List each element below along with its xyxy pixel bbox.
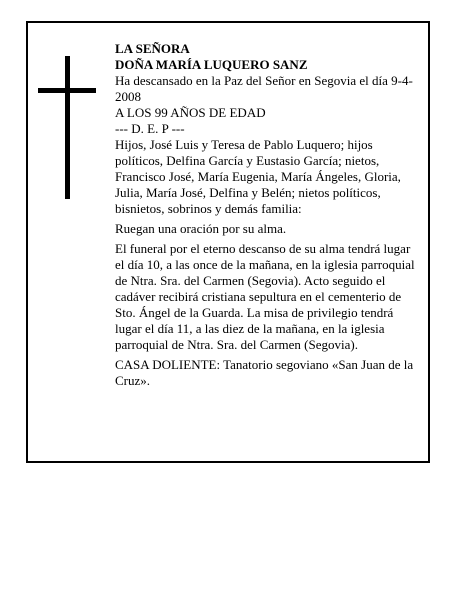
age-line: A LOS 99 AÑOS DE EDAD (115, 105, 266, 120)
announcement: Ha descansado en la Paz del Señor en Segovia el día 9-4-2008 (115, 73, 413, 104)
cross-vertical-bar (65, 56, 70, 199)
dep-line: --- D. E. P --- (115, 121, 185, 136)
funeral-paragraph: El funeral por el eterno descanso de su alma tendrá lugar el día 10, a las once de la mañana, en la iglesia parroquial de Ntra. Sra. del Carmen (Segovia). Acto seguido el cadáver recibirá cristiana sepultura en el cementerio de Sto. Ángel de la Guarda. La misa de privilegio tendrá lugar el día 11, a las diez de la mañana, en la iglesia parroquial de Ntra. Sra. del Carmen (Segovia). (115, 241, 415, 352)
cross-horizontal-bar (38, 88, 96, 93)
obituary-notice (26, 21, 430, 463)
prayer-request: Ruegan una oración por su alma. (115, 221, 287, 236)
title-line: LA SEÑORA (115, 41, 190, 56)
notice-text (115, 41, 421, 393)
mourning-house: CASA DOLIENTE: Tanatorio segoviano «San Juan de la Cruz». (115, 357, 414, 388)
deceased-name: DOÑA MARÍA LUQUERO SANZ (115, 57, 308, 72)
family-paragraph: Hijos, José Luis y Teresa de Pablo Luquero; hijos políticos, Delfina García y Eustasio García; nietos, Francisco José, María Eugenia, María Ángeles, Gloria, Julia, María José, Delfina y Belén; nietos políticos, bisnietos, sobrinos y demás familia: (115, 137, 401, 216)
cross-icon (38, 56, 96, 199)
